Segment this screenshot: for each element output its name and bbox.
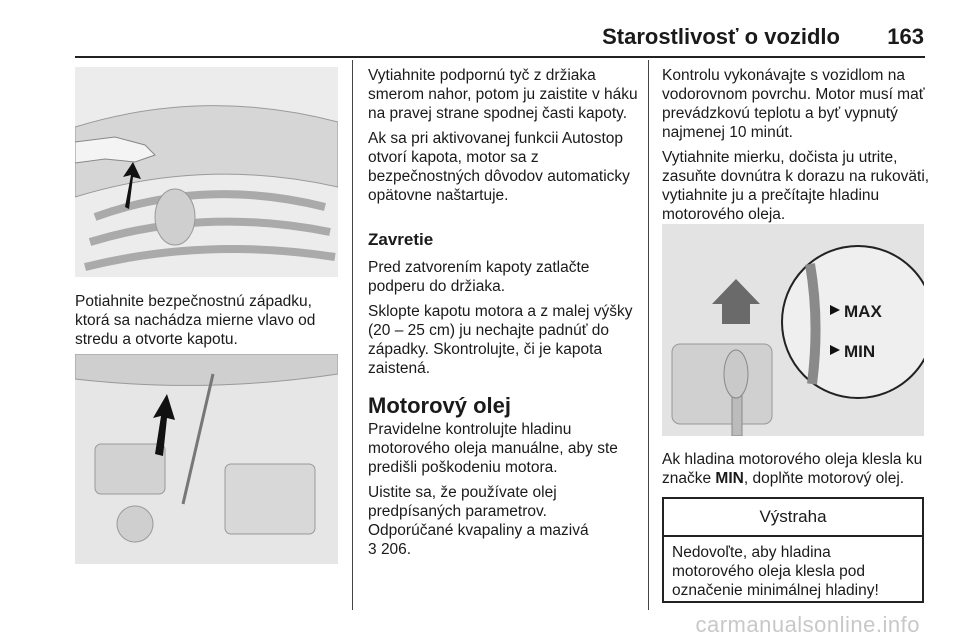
- warning-title: Výstraha: [664, 499, 922, 537]
- column-divider-2: [648, 60, 649, 610]
- warning-box: [662, 497, 924, 603]
- hood-latch-caption: Potiahnite bezpečnostnú západku, ktorá sa nachádza mierne vlavo od stredu a otvorte kapotu.: [75, 293, 316, 348]
- oil-spec-paragraph: Uistite sa, že používate olej predpísaných parametrov.: [368, 484, 557, 520]
- dipstick-min-label: MIN: [844, 342, 876, 361]
- autostop-paragraph: Ak sa pri aktivovanej funkcii Autostop otvorí kapota, motor sa z bezpečnostných dôvodov automaticky opätovne naštartuje.: [368, 130, 630, 204]
- min-mark-text: MIN: [715, 470, 744, 487]
- hood-latch-illustration: [75, 67, 338, 277]
- column-3-text: [662, 66, 930, 230]
- warning-body: Nedovoľte, aby hladina motorového oleja klesla pod označenie minimálnej hladiny!: [672, 544, 879, 599]
- watermark: carmanualsonline.info: [695, 612, 920, 637]
- page-reference-link[interactable]: 206.: [380, 541, 412, 558]
- page-header: [0, 0, 960, 60]
- low-oil-paragraph: [662, 450, 930, 488]
- closing-heading: Zavretie: [368, 230, 434, 249]
- dipstick-max-label: MAX: [844, 302, 882, 321]
- low-oil-text-end: , doplňte motorový olej.: [743, 470, 905, 487]
- push-support-paragraph: Pred zatvorením kapoty zatlačte podperu do držiaka.: [368, 259, 590, 295]
- recommended-fluids-paragraph: [368, 521, 638, 559]
- page-reference-icon: 3: [368, 541, 377, 558]
- column-divider-1: [352, 60, 353, 610]
- recommended-fluids-label: Odporúčané kvapaliny a mazivá: [368, 522, 589, 539]
- lower-hood-paragraph: Sklopte kapotu motora a z malej výšky (20 – 25 cm) ju nechajte padnúť do západky. Skontrolujte, či je kapota zaistená.: [368, 303, 633, 377]
- hood-support-rod-illustration: [75, 354, 338, 564]
- page-title: Starostlivosť o vozidlo: [602, 24, 840, 49]
- support-rod-paragraph: Vytiahnite podpornú tyč z držiaka smerom nahor, potom ju zaistite v háku na pravej strane spodnej časti kapoty.: [368, 67, 638, 122]
- low-oil-text-start: Ak hladina motorového oleja klesla ku značke: [662, 451, 923, 487]
- closing-text: [368, 258, 638, 384]
- page-number: 163: [887, 24, 924, 49]
- check-oil-paragraph: Pravidelne kontrolujte hladinu motorového oleja manuálne, aby ste predišli poškodeniu motora.: [368, 421, 618, 476]
- dipstick-paragraph: Vytiahnite mierku, dočista ju utrite, zasuňte dovnútra k dorazu na rukoväti, vytiahnite ju a prečítajte hladinu motorového oleja.: [662, 149, 930, 223]
- column-2-text: [368, 66, 638, 211]
- engine-oil-text: [368, 420, 638, 559]
- dipstick-illustration: [662, 224, 924, 436]
- level-surface-paragraph: Kontrolu vykonávajte s vozidlom na vodorovnom povrchu. Motor musí mať prevádzkovú teplotu a byť vypnutý najmenej 10 minút.: [662, 67, 925, 141]
- header-divider: [75, 56, 925, 58]
- engine-oil-heading: Motorový olej: [368, 393, 512, 418]
